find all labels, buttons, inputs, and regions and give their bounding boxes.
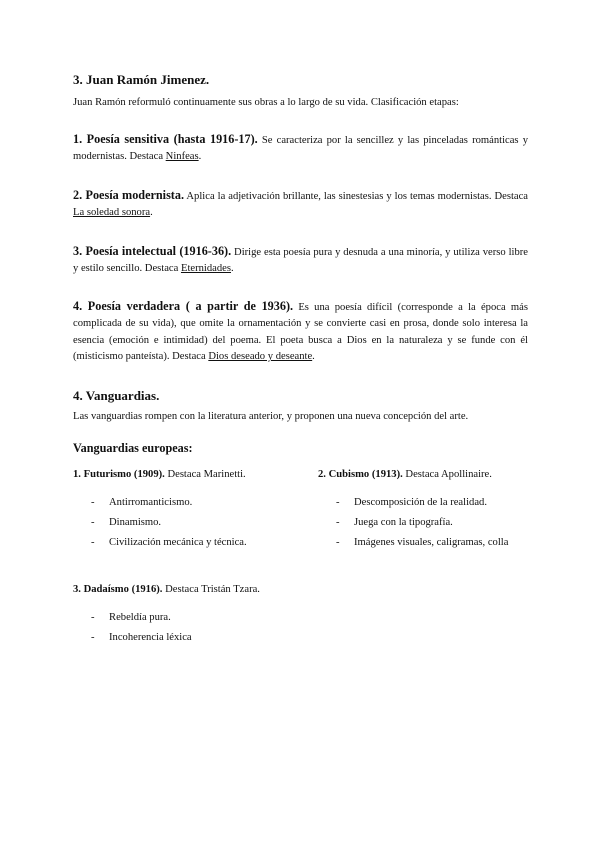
subtitle: Vanguardias europeas: [73, 441, 193, 455]
bullet: - [91, 517, 95, 528]
list-item [318, 495, 528, 515]
stage-text [73, 187, 528, 222]
section-3-intro [73, 95, 528, 111]
movement-cubismo [318, 469, 528, 555]
list-item [73, 610, 373, 630]
list-item-text: Antirromanticismo. [109, 497, 193, 508]
stage-lead: 2. Poesía modernista. [73, 188, 185, 202]
movement-list [73, 610, 373, 650]
movement-dadaismo [73, 584, 373, 650]
movement-heading [73, 584, 373, 595]
stage-end: . [312, 351, 315, 363]
list-item [73, 630, 373, 650]
list-item [73, 535, 303, 555]
list-item-text: Incoherencia léxica [109, 632, 192, 643]
movement-name: 1. Futurismo (1909). [73, 469, 165, 480]
section-4-title [73, 388, 528, 404]
list-item [318, 515, 528, 535]
stage-work: Eternidades [180, 263, 231, 275]
section-title: 3. Juan Ramón Jimenez. [73, 72, 210, 87]
bullet: - [336, 517, 340, 528]
section-4-intro [73, 409, 528, 425]
movement-futurismo [73, 469, 303, 555]
stage-paragraph [73, 131, 528, 166]
section-title: 4. Vanguardias. [73, 388, 160, 403]
list-item-text: Juega con la tipografía. [354, 517, 453, 528]
stage-paragraph [73, 187, 528, 222]
movement-list [73, 495, 303, 555]
list-item [318, 535, 528, 555]
movement-list [318, 495, 528, 555]
section-3-title [73, 72, 209, 88]
stage-work: Ninfeas [165, 151, 199, 163]
movement-note: Destaca Tristán Tzara. [162, 584, 260, 595]
stage-text [73, 131, 528, 166]
list-item-text: Dinamismo. [109, 517, 162, 528]
intro-text: Las vanguardias rompen con la literatura anterior, y proponen una nueva concepción del arte. [73, 411, 469, 422]
movement-name: 2. Cubismo (1913). [318, 469, 403, 480]
bullet: - [91, 537, 95, 548]
stage-end: . [150, 207, 153, 219]
stage-end: . [230, 263, 234, 275]
bullet: - [336, 497, 340, 508]
intro-text: Juan Ramón reformuló continuamente sus obras a lo largo de su vida. Clasificación etapas: [73, 97, 459, 108]
bullet: - [336, 537, 340, 548]
stage-text [73, 243, 528, 278]
list-item [73, 495, 303, 515]
list-item-text: Civilización mecánica y técnica. [109, 537, 247, 548]
list-item-text: Descomposición de la realidad. [354, 497, 487, 508]
movement-note: Destaca Marinetti. [164, 469, 246, 480]
stage-lead: 3. Poesía intelectual (1916-36). [73, 244, 232, 258]
movement-name: 3. Dadaísmo (1916). [73, 584, 163, 595]
stage-paragraph [73, 243, 528, 278]
list-item-text: Rebeldía pura. [109, 612, 171, 623]
stage-end: . [198, 151, 202, 163]
section-4-subtitle [73, 441, 528, 456]
list-item-text: Imágenes visuales, caligramas, colla [354, 537, 509, 548]
list-item [73, 515, 303, 535]
bullet: - [91, 632, 95, 643]
bullet: - [91, 612, 95, 623]
stage-body: Aplica la adjetivación brillante, las sinestesias y los temas modernistas. Destaca [184, 191, 528, 202]
stage-body: Dirige esta poesía pura y desnuda a una minoría, y utiliza verso libre y estilo sencillo. Destaca [73, 247, 529, 275]
movement-note: Destaca Apollinaire. [402, 469, 492, 480]
bullet: - [91, 497, 95, 508]
stage-lead: 4. Poesía verdadera ( a partir de 1936). [73, 299, 294, 313]
movement-heading [318, 469, 528, 480]
stage-work: La soledad sonora [73, 207, 151, 219]
stage-work: Dios deseado y deseante [208, 351, 313, 363]
movement-heading [73, 469, 303, 480]
stage-text [73, 298, 528, 366]
stage-body: Se caracteriza por la sencillez y las pinceladas románticas y modernistas. Destaca [73, 135, 528, 163]
stage-body: Es una poesía difícil (corresponde a la época más complicada de su vida), que omite la ornamentación y se convierte casi en prosa, donde solo interesa la esencia (emoción e intimidad) del poema. El poeta busca a Dios en la naturaleza y se funde con él (misticismo panteísta). Destaca [73, 302, 528, 363]
stage-paragraph [73, 298, 528, 366]
stage-lead: 1. Poesía sensitiva (hasta 1916-17). [73, 132, 258, 146]
